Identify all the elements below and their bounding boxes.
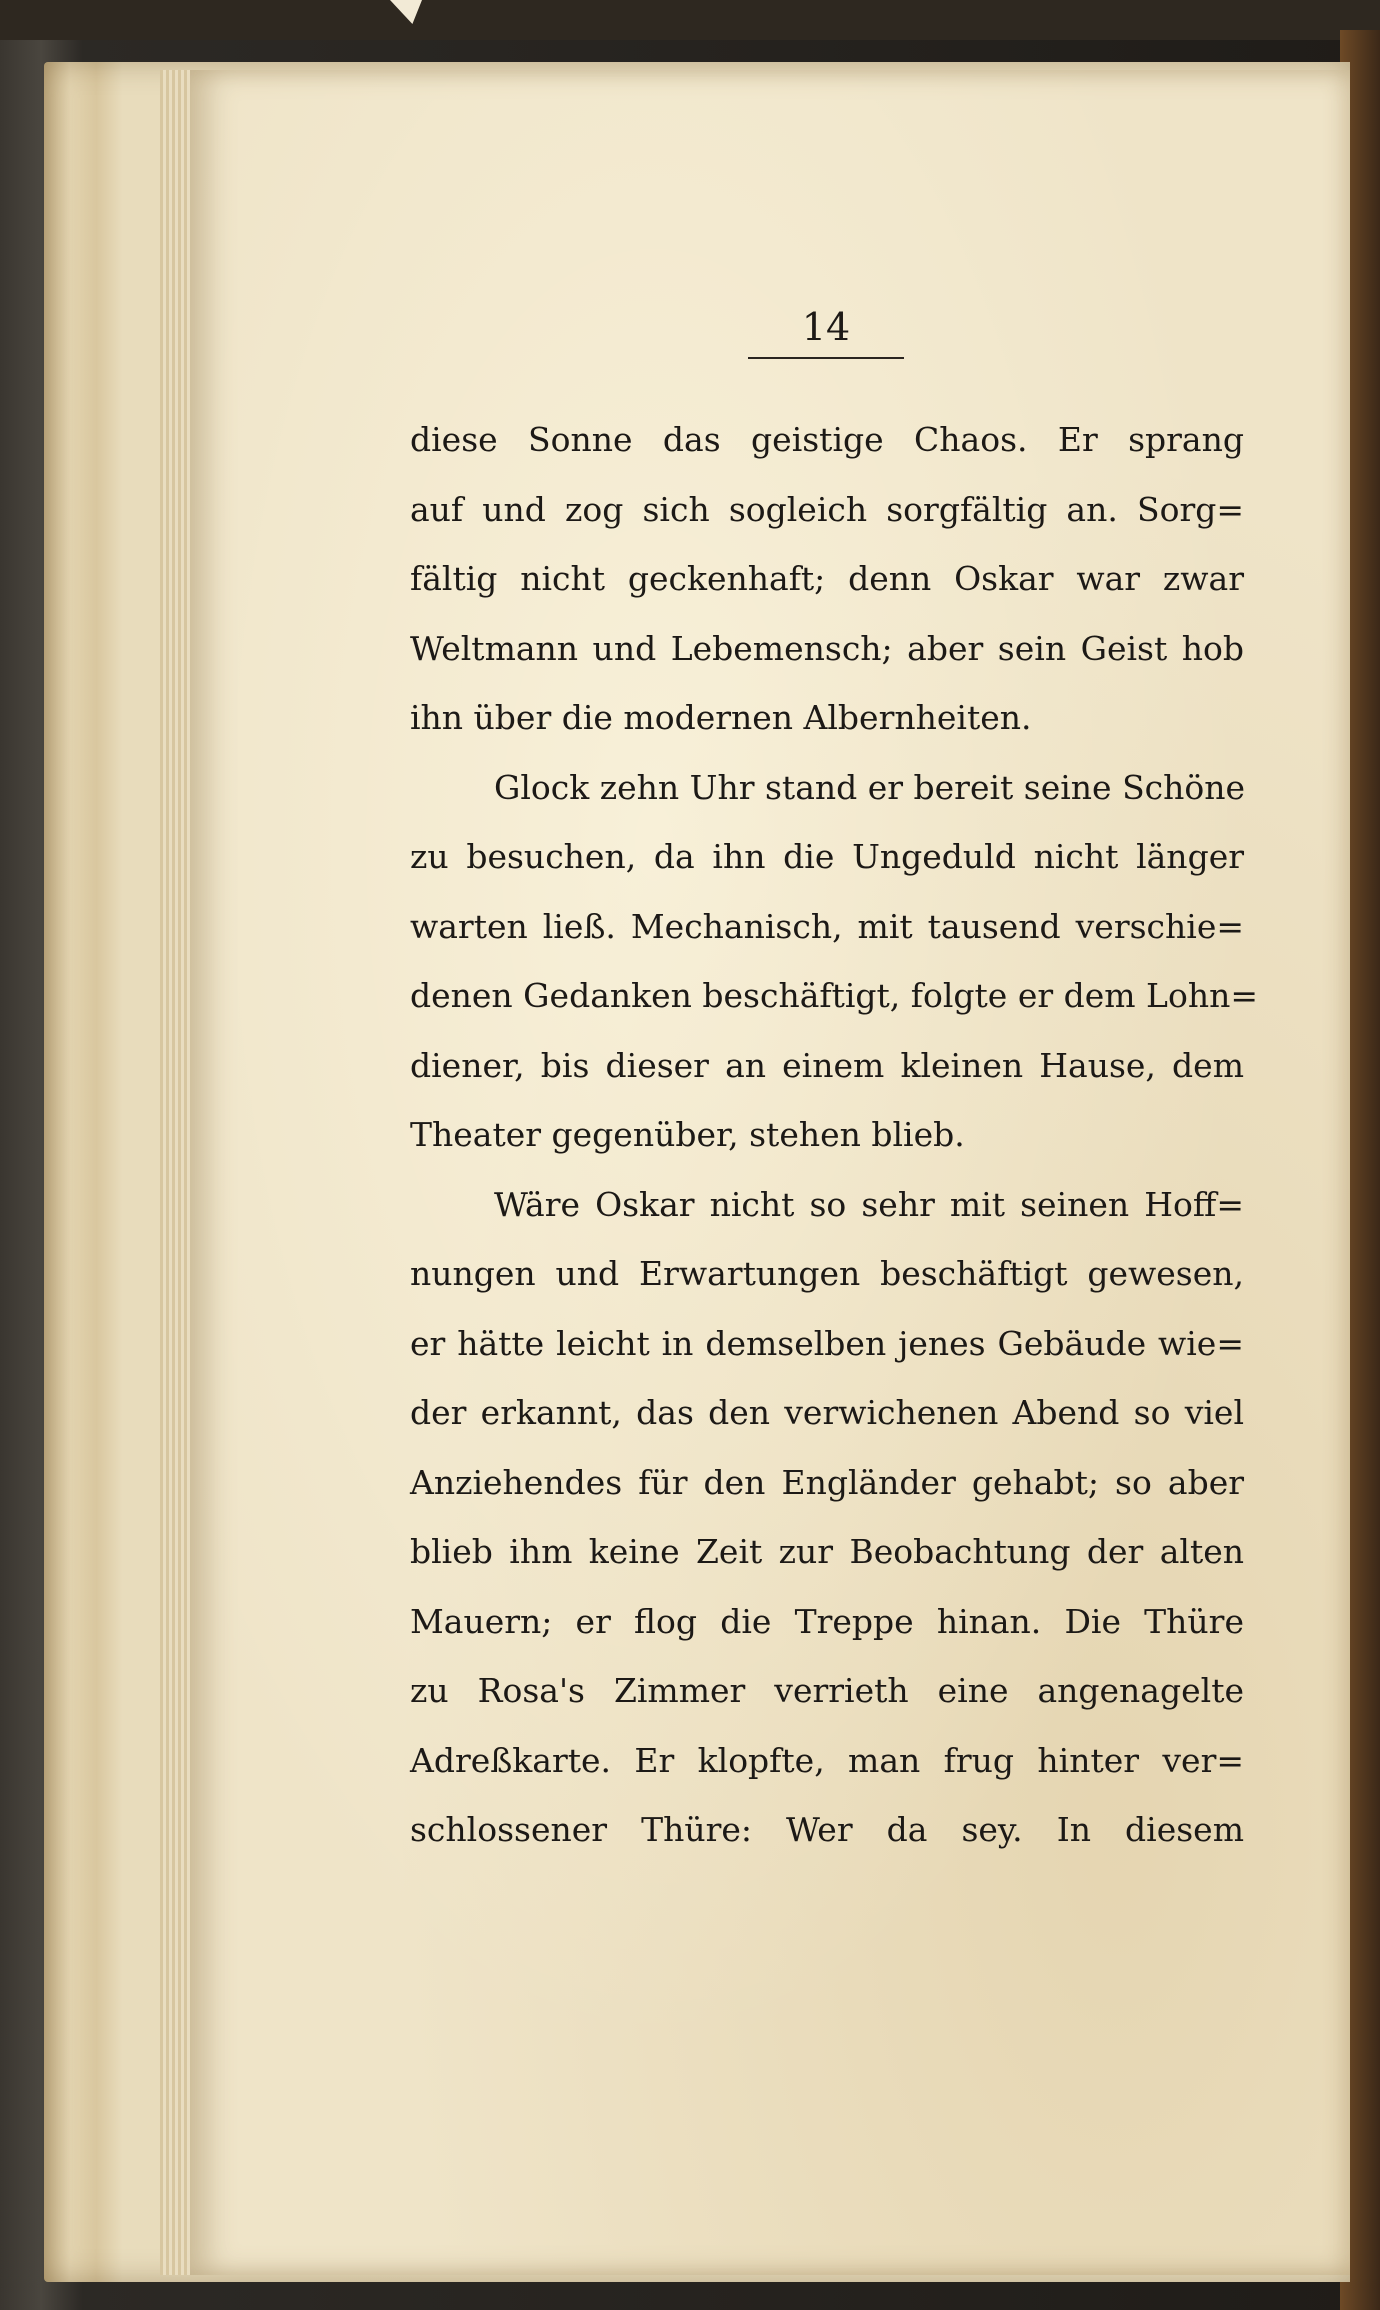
- body-text: [410, 405, 1258, 1865]
- text-line: Anziehendes für den Engländer gehabt; so aber: [410, 1462, 1244, 1502]
- text-line: denen Gedanken beschäftigt, folgte er dem Lohn=: [410, 976, 1258, 1015]
- text-line: der erkannt, das den verwichenen Abend so viel: [410, 1393, 1244, 1432]
- text-line: Wäre Oskar nicht so sehr mit seinen Hoff=: [494, 1184, 1244, 1224]
- text-line: Glock zehn Uhr stand er bereit seine Schöne: [494, 767, 1246, 807]
- text-line: Adreßkarte. Er klopfte, man frug hinter ver=: [410, 1740, 1244, 1780]
- text-line: warten ließ. Mechanisch, mit tausend verschie=: [410, 906, 1244, 946]
- text-line: ihn über die modernen Albernheiten.: [410, 698, 1032, 737]
- page-fore-edge: [160, 70, 190, 2275]
- text-line: schlossener Thüre: Wer da sey. In diesem: [410, 1810, 1244, 1849]
- text-line: blieb ihm keine Zeit zur Beobachtung der alten: [410, 1532, 1244, 1571]
- text-line: fältig nicht geckenhaft; denn Oskar war zwar: [410, 559, 1244, 598]
- torn-paper-corner: [390, 0, 422, 24]
- text-line: Mauern; er flog die Treppe hinan. Die Thüre: [410, 1601, 1244, 1641]
- page-number-rule: [748, 357, 904, 359]
- text-line: Theater gegenüber, stehen blieb.: [410, 1115, 965, 1154]
- text-line: Weltmann und Lebemensch; aber sein Geist hob: [410, 628, 1244, 668]
- text-line: diener, bis dieser an einem kleinen Hause, dem: [410, 1045, 1244, 1085]
- text-line: nungen und Erwartungen beschäftigt gewesen,: [410, 1254, 1244, 1293]
- text-line: zu Rosa's Zimmer verrieth eine angenagelte: [410, 1671, 1244, 1710]
- page-number: 14: [801, 305, 851, 349]
- text-line: diese Sonne das geistige Chaos. Er sprang: [410, 420, 1244, 459]
- text-line: zu besuchen, da ihn die Ungeduld nicht länger: [410, 837, 1244, 876]
- text-line: er hätte leicht in demselben jenes Gebäude wie=: [410, 1323, 1244, 1363]
- text-line: auf und zog sich sogleich sorgfältig an. Sorg=: [410, 489, 1244, 529]
